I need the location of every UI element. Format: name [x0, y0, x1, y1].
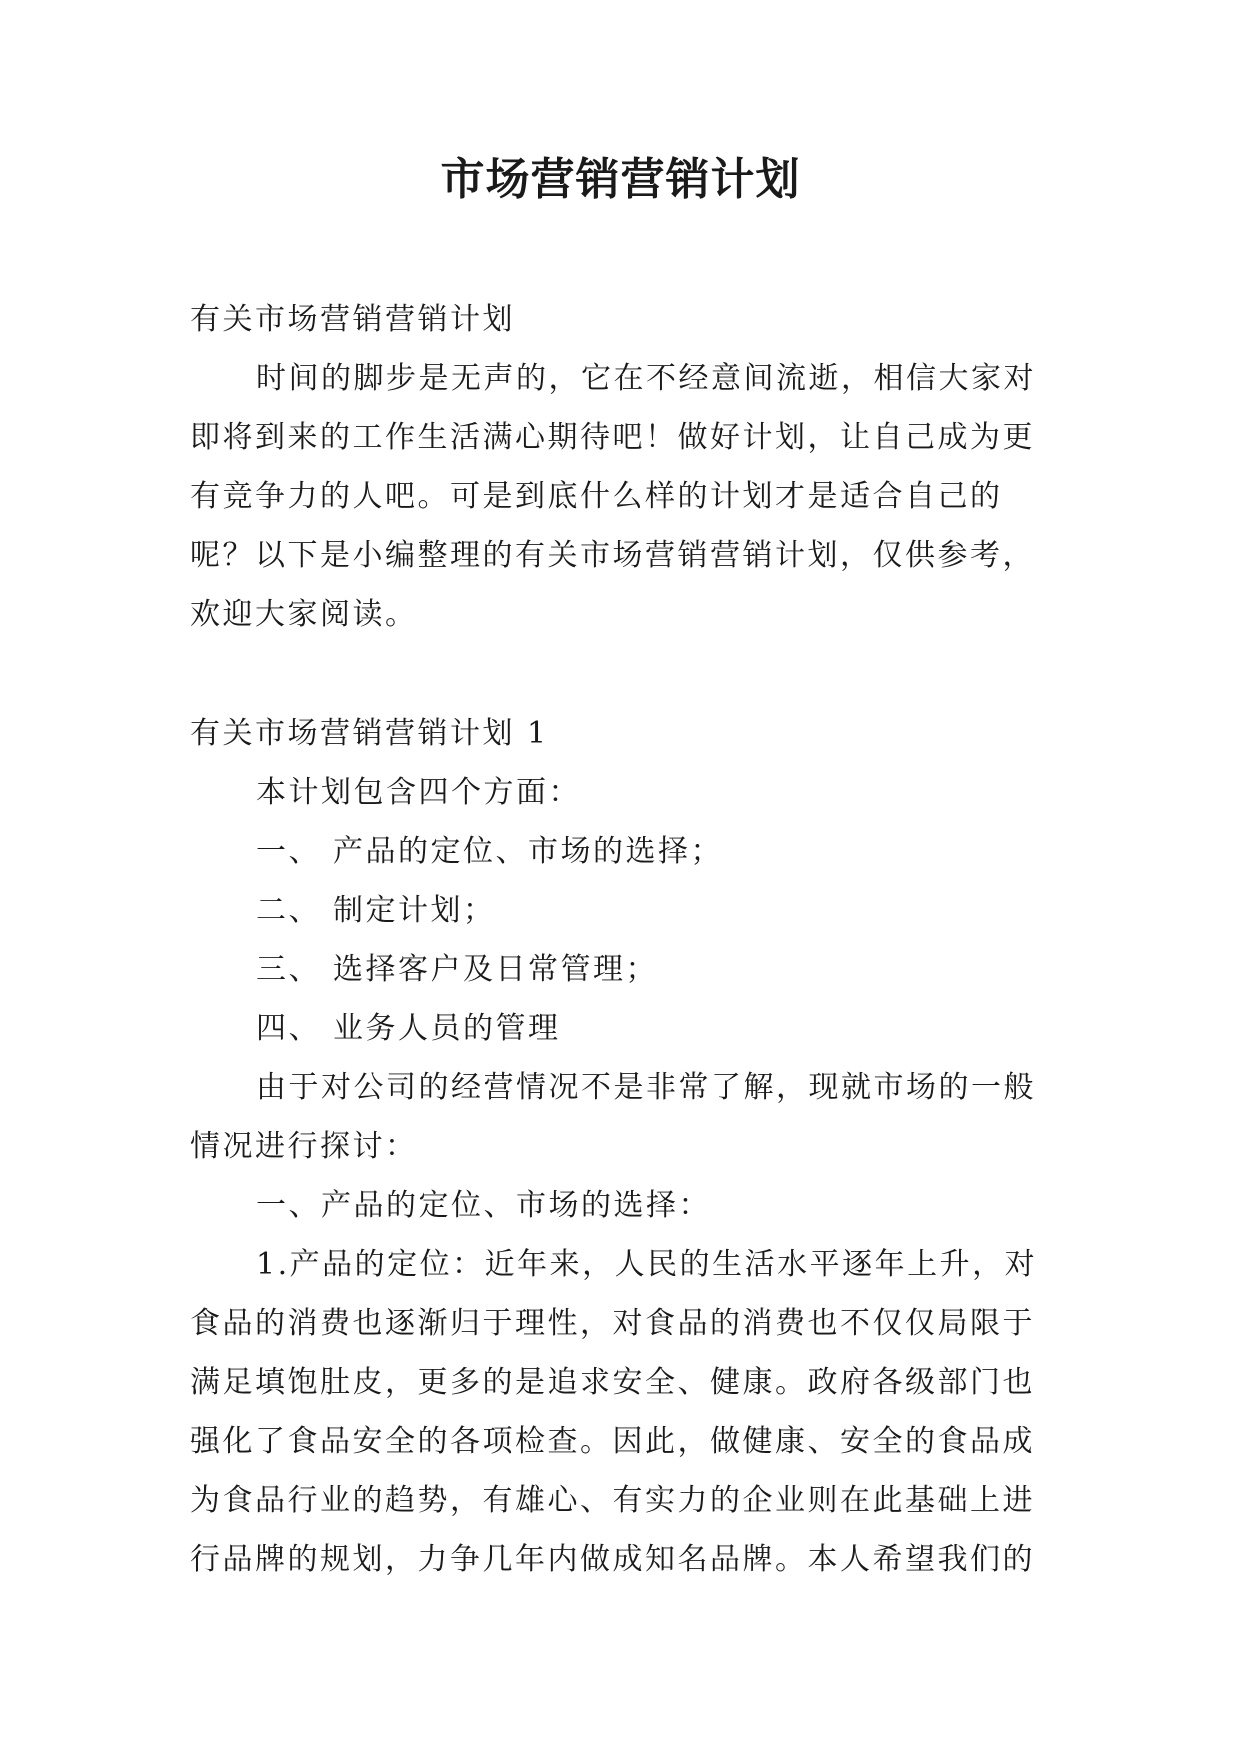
paragraph-line: 时间的脚步是无声的，它在不经意间流逝，相信大家对 [256, 361, 1036, 396]
paragraph-line: 情况进行探讨： [190, 1129, 418, 1164]
paragraph-line: 1.产品的定位：近年来，人民的生活水平逐年上升，对 [256, 1247, 1038, 1282]
list-item: 三、 选择客户及日常管理； [256, 952, 659, 987]
paragraph-line: 欢迎大家阅读。 [190, 597, 418, 632]
paragraph-spacer [190, 644, 1070, 704]
document-body [190, 290, 1070, 1589]
section-heading: 有关市场营销营销计划 1 [190, 716, 549, 751]
paragraph-line: 本计划包含四个方面： [256, 775, 581, 810]
paragraph-line: 食品的消费也逐渐归于理性，对食品的消费也不仅仅局限于 [190, 1306, 1035, 1341]
list-item: 四、 业务人员的管理 [256, 1011, 561, 1046]
paragraph-line: 即将到来的工作生活满心期待吧！做好计划，让自己成为更 [190, 420, 1035, 455]
document-title: 市场营销营销计划 [440, 154, 801, 205]
list-item: 二、 制定计划； [256, 893, 496, 928]
paragraph-line: 行品牌的规划，力争几年内做成知名品牌。本人希望我们的 [190, 1542, 1035, 1577]
paragraph-line: 为食品行业的趋势，有雄心、有实力的企业则在此基础上进 [190, 1483, 1035, 1518]
list-item: 一、 产品的定位、市场的选择； [256, 834, 724, 869]
subheading: 一、产品的定位、市场的选择： [256, 1188, 711, 1223]
paragraph-line: 强化了食品安全的各项检查。因此，做健康、安全的食品成 [190, 1424, 1035, 1459]
paragraph-line: 有竞争力的人吧。可是到底什么样的计划才是适合自己的 [190, 479, 1003, 514]
section-heading: 有关市场营销营销计划 [190, 302, 515, 337]
paragraph-line: 满足填饱肚皮，更多的是追求安全、健康。政府各级部门也 [190, 1365, 1035, 1400]
paragraph-line: 呢？以下是小编整理的有关市场营销营销计划，仅供参考， [190, 538, 1035, 573]
paragraph-line: 由于对公司的经营情况不是非常了解，现就市场的一般 [256, 1070, 1036, 1105]
